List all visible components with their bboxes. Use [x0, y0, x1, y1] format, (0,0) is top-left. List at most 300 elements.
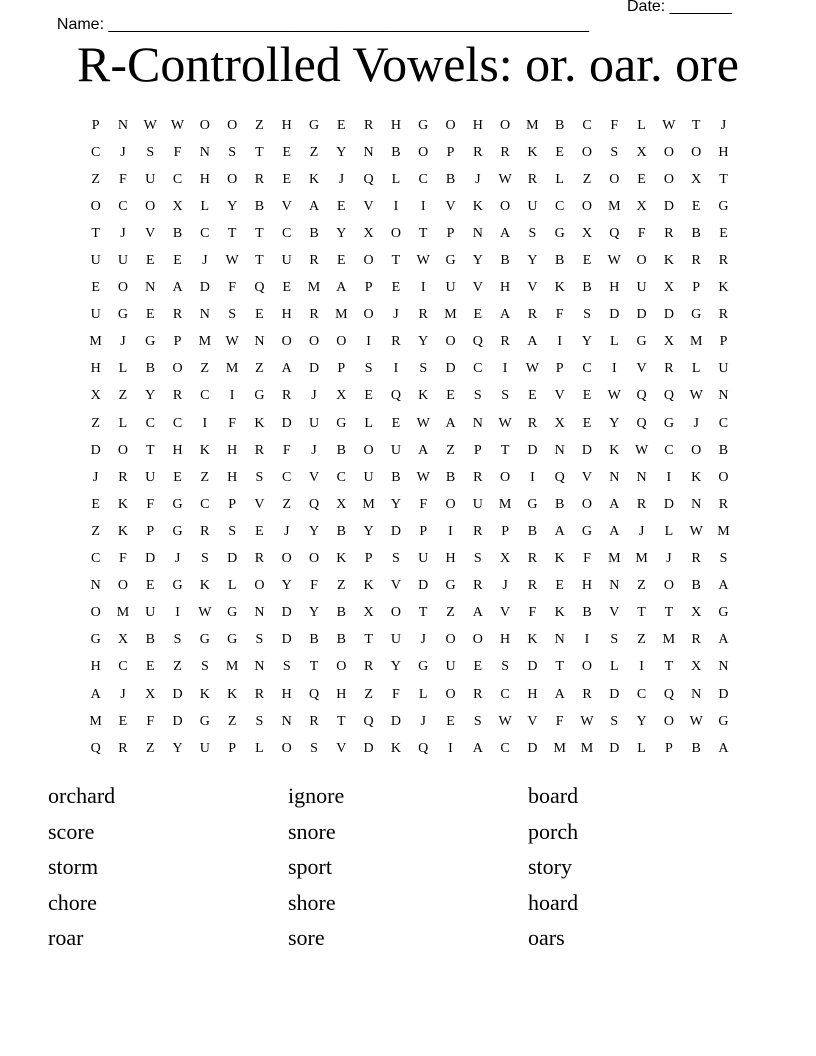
grid-letter[interactable]: F [555, 307, 564, 323]
grid-letter[interactable]: S [610, 632, 619, 648]
grid-letter[interactable]: I [557, 334, 563, 350]
grid-letter[interactable]: C [473, 361, 483, 377]
grid-letter[interactable]: D [527, 442, 538, 458]
grid-letter[interactable]: G [172, 523, 183, 539]
grid-letter[interactable]: H [227, 469, 238, 485]
grid-letter[interactable]: R [254, 442, 265, 458]
grid-letter[interactable]: F [610, 117, 619, 133]
grid-letter[interactable]: D [390, 523, 401, 539]
grid-letter[interactable]: U [281, 253, 292, 269]
grid-letter[interactable]: K [308, 171, 320, 187]
grid-letter[interactable]: T [555, 659, 564, 675]
grid-letter[interactable]: K [663, 253, 674, 269]
grid-letter[interactable]: Z [173, 659, 182, 675]
grid-letter[interactable]: G [145, 334, 156, 350]
grid-letter[interactable]: B [309, 632, 319, 648]
grid-letter[interactable]: E [91, 280, 100, 296]
grid-letter[interactable]: I [639, 659, 644, 675]
grid-letter[interactable]: O [581, 198, 593, 214]
grid-letter[interactable]: V [581, 469, 593, 485]
grid-letter[interactable]: D [363, 740, 374, 756]
grid-letter[interactable]: E [337, 198, 346, 214]
grid-letter[interactable]: M [608, 551, 621, 567]
grid-letter[interactable]: O [363, 307, 374, 323]
grid-letter[interactable]: W [498, 171, 512, 187]
grid-letter[interactable]: E [282, 280, 291, 296]
grid-letter[interactable]: W [580, 713, 594, 729]
grid-letter[interactable]: O [718, 469, 729, 485]
grid-letter[interactable]: G [718, 198, 729, 214]
grid-letter[interactable]: J [420, 632, 426, 648]
grid-letter[interactable]: L [664, 523, 674, 539]
grid-letter[interactable]: X [691, 605, 702, 621]
grid-letter[interactable]: O [500, 198, 511, 214]
grid-letter[interactable]: H [90, 659, 101, 675]
grid-letter[interactable]: Y [390, 496, 401, 512]
grid-letter[interactable]: X [363, 225, 374, 241]
grid-letter[interactable]: U [117, 253, 128, 269]
grid-letter[interactable]: D [609, 307, 620, 323]
grid-letter[interactable]: Y [336, 225, 347, 241]
grid-letter[interactable]: E [173, 469, 182, 485]
grid-letter[interactable]: S [282, 659, 291, 675]
grid-letter[interactable]: U [308, 415, 320, 431]
grid-letter[interactable]: L [610, 334, 619, 350]
grid-letter[interactable]: Q [90, 740, 101, 756]
grid-letter[interactable]: E [719, 225, 728, 241]
grid-letter[interactable]: M [580, 740, 594, 756]
grid-letter[interactable]: R [500, 334, 510, 350]
grid-letter[interactable]: R [527, 578, 538, 594]
grid-letter[interactable]: I [611, 361, 617, 377]
grid-letter[interactable]: U [472, 496, 483, 512]
grid-letter[interactable]: V [527, 280, 538, 296]
grid-letter[interactable]: M [225, 361, 239, 377]
grid-letter[interactable]: S [255, 713, 264, 729]
grid-letter[interactable]: R [527, 307, 538, 323]
grid-letter[interactable]: N [117, 117, 128, 133]
grid-letter[interactable]: E [255, 307, 264, 323]
grid-letter[interactable]: O [117, 442, 128, 458]
grid-letter[interactable]: L [691, 361, 701, 377]
grid-letter[interactable]: T [309, 659, 319, 675]
grid-letter[interactable]: Y [308, 523, 320, 539]
grid-letter[interactable]: T [637, 605, 646, 621]
grid-letter[interactable]: D [445, 361, 456, 377]
grid-letter[interactable]: W [662, 117, 676, 133]
grid-letter[interactable]: F [146, 713, 155, 729]
grid-letter[interactable]: Q [663, 388, 674, 404]
grid-letter[interactable]: O [281, 334, 292, 350]
grid-letter[interactable]: C [200, 225, 210, 241]
grid-letter[interactable]: O [172, 361, 183, 377]
grid-letter[interactable]: G [227, 605, 238, 621]
grid-letter[interactable]: D [281, 605, 292, 621]
grid-letter[interactable]: H [281, 686, 292, 702]
grid-letter[interactable]: S [583, 307, 591, 323]
grid-letter[interactable]: Z [118, 388, 128, 404]
grid-letter[interactable]: J [174, 551, 181, 567]
grid-letter[interactable]: P [173, 334, 182, 350]
grid-letter[interactable]: U [363, 469, 374, 485]
grid-letter[interactable]: Y [227, 198, 238, 214]
grid-letter[interactable]: M [335, 307, 348, 323]
grid-letter[interactable]: F [228, 280, 237, 296]
grid-letter[interactable]: M [225, 659, 239, 675]
grid-letter[interactable]: B [691, 578, 701, 594]
grid-letter[interactable]: G [718, 713, 729, 729]
grid-letter[interactable]: B [172, 225, 183, 241]
grid-letter[interactable]: V [254, 496, 265, 512]
grid-letter[interactable]: N [363, 144, 374, 160]
grid-letter[interactable]: P [419, 523, 428, 539]
grid-letter[interactable]: K [117, 496, 128, 512]
grid-letter[interactable]: O [90, 198, 101, 214]
grid-letter[interactable]: T [255, 225, 264, 241]
grid-letter[interactable]: V [445, 198, 456, 214]
grid-letter[interactable]: J [720, 117, 727, 133]
grid-letter[interactable]: S [528, 225, 537, 241]
grid-letter[interactable]: A [718, 578, 729, 594]
grid-letter[interactable]: B [718, 442, 729, 458]
grid-letter[interactable]: D [227, 551, 238, 567]
grid-letter[interactable]: D [609, 686, 620, 702]
grid-letter[interactable]: W [416, 253, 430, 269]
grid-letter[interactable]: M [89, 713, 102, 729]
grid-letter[interactable]: E [391, 415, 401, 431]
grid-letter[interactable]: H [281, 307, 292, 323]
grid-letter[interactable]: O [445, 117, 456, 133]
grid-letter[interactable]: D [390, 713, 401, 729]
grid-letter[interactable]: G [336, 415, 347, 431]
grid-letter[interactable]: Q [308, 686, 320, 702]
grid-letter[interactable]: M [689, 334, 703, 350]
grid-letter[interactable]: D [418, 578, 429, 594]
grid-letter[interactable]: K [390, 740, 401, 756]
grid-letter[interactable]: I [229, 388, 235, 404]
grid-letter[interactable]: J [693, 415, 699, 431]
grid-letter[interactable]: S [255, 469, 264, 485]
grid-letter[interactable]: S [473, 551, 482, 567]
grid-letter[interactable]: S [419, 361, 428, 377]
grid-letter[interactable]: I [420, 198, 426, 214]
grid-letter[interactable]: G [90, 632, 101, 648]
grid-letter[interactable]: G [445, 253, 456, 269]
grid-letter[interactable]: O [227, 117, 238, 133]
grid-letter[interactable]: P [91, 117, 100, 133]
grid-letter[interactable]: I [448, 523, 453, 539]
grid-letter[interactable]: A [718, 632, 729, 648]
grid-letter[interactable]: T [391, 253, 401, 269]
grid-letter[interactable]: S [310, 740, 318, 756]
grid-letter[interactable]: X [554, 415, 565, 431]
grid-letter[interactable]: B [391, 144, 401, 160]
grid-letter[interactable]: C [200, 388, 210, 404]
grid-letter[interactable]: M [498, 496, 512, 512]
grid-letter[interactable]: E [446, 713, 455, 729]
grid-letter[interactable]: F [146, 496, 155, 512]
grid-letter[interactable]: R [118, 740, 128, 756]
grid-letter[interactable]: Y [172, 740, 183, 756]
grid-letter[interactable]: E [337, 253, 346, 269]
grid-letter[interactable]: S [146, 144, 155, 160]
grid-letter[interactable]: S [228, 523, 237, 539]
grid-letter[interactable]: A [554, 523, 565, 539]
grid-letter[interactable]: C [172, 415, 183, 431]
grid-letter[interactable]: A [472, 605, 483, 621]
grid-letter[interactable]: V [636, 361, 647, 377]
grid-letter[interactable]: B [145, 632, 155, 648]
grid-letter[interactable]: A [281, 361, 292, 377]
grid-letter[interactable]: N [472, 415, 483, 431]
grid-letter[interactable]: Q [609, 225, 620, 241]
grid-letter[interactable]: T [91, 225, 100, 241]
grid-letter[interactable]: C [145, 415, 155, 431]
grid-letter[interactable]: E [637, 171, 646, 187]
grid-letter[interactable]: K [554, 605, 565, 621]
grid-letter[interactable]: O [308, 334, 320, 350]
grid-letter[interactable]: V [390, 578, 401, 594]
grid-letter[interactable]: K [227, 686, 238, 702]
grid-letter[interactable]: N [691, 686, 702, 702]
grid-letter[interactable]: B [145, 361, 155, 377]
grid-letter[interactable]: N [554, 442, 565, 458]
grid-letter[interactable]: I [175, 605, 180, 621]
name-field[interactable]: Name: ______________________________________________________ [56, 16, 589, 33]
grid-letter[interactable]: I [666, 469, 672, 485]
grid-letter[interactable]: R [309, 307, 319, 323]
grid-letter[interactable]: Y [418, 334, 429, 350]
grid-letter[interactable]: G [308, 117, 320, 133]
grid-letter[interactable]: V [527, 713, 538, 729]
grid-letter[interactable]: C [200, 496, 210, 512]
grid-letter[interactable]: I [420, 280, 426, 296]
grid-letter[interactable]: U [90, 307, 101, 323]
grid-letter[interactable]: N [718, 659, 729, 675]
grid-letter[interactable]: A [418, 442, 429, 458]
grid-letter[interactable]: P [337, 361, 346, 377]
grid-letter[interactable]: S [200, 659, 209, 675]
grid-letter[interactable]: X [663, 280, 674, 296]
grid-letter[interactable]: O [117, 578, 128, 594]
grid-letter[interactable]: Q [663, 686, 674, 702]
grid-letter[interactable]: L [118, 361, 128, 377]
grid-letter[interactable]: C [336, 469, 346, 485]
grid-letter[interactable]: S [200, 551, 209, 567]
grid-letter[interactable]: S [392, 551, 400, 567]
grid-letter[interactable]: Y [363, 523, 374, 539]
grid-letter[interactable]: R [718, 307, 729, 323]
grid-letter[interactable]: O [636, 253, 647, 269]
grid-letter[interactable]: F [419, 496, 428, 512]
grid-letter[interactable]: U [145, 469, 156, 485]
grid-letter[interactable]: E [118, 713, 128, 729]
grid-letter[interactable]: L [555, 171, 564, 187]
grid-letter[interactable]: Y [527, 253, 538, 269]
grid-letter[interactable]: Z [582, 171, 592, 187]
grid-letter[interactable]: O [581, 144, 593, 160]
grid-letter[interactable]: K [527, 632, 538, 648]
grid-letter[interactable]: G [199, 713, 210, 729]
grid-letter[interactable]: B [445, 171, 456, 187]
grid-letter[interactable]: Q [636, 388, 647, 404]
grid-letter[interactable]: Z [91, 171, 100, 187]
grid-letter[interactable]: H [281, 117, 292, 133]
grid-letter[interactable]: B [691, 740, 701, 756]
grid-letter[interactable]: N [609, 469, 620, 485]
grid-letter[interactable]: R [500, 144, 510, 160]
grid-letter[interactable]: R [473, 523, 483, 539]
grid-letter[interactable]: G [636, 334, 647, 350]
grid-letter[interactable]: P [446, 225, 455, 241]
grid-letter[interactable]: V [281, 198, 292, 214]
grid-letter[interactable]: B [336, 442, 346, 458]
grid-letter[interactable]: R [718, 496, 729, 512]
grid-letter[interactable]: U [636, 280, 647, 296]
grid-letter[interactable]: S [719, 551, 728, 567]
grid-letter[interactable]: F [119, 551, 127, 567]
grid-letter[interactable]: R [691, 551, 701, 567]
grid-letter[interactable]: Z [637, 632, 646, 648]
grid-letter[interactable]: T [364, 632, 373, 648]
grid-letter[interactable]: G [554, 225, 565, 241]
grid-letter[interactable]: V [609, 605, 620, 621]
grid-letter[interactable]: W [416, 415, 430, 431]
grid-letter[interactable]: R [309, 713, 319, 729]
grid-letter[interactable]: L [637, 117, 646, 133]
grid-letter[interactable]: M [662, 632, 676, 648]
grid-letter[interactable]: E [582, 253, 592, 269]
grid-letter[interactable]: D [199, 280, 210, 296]
grid-letter[interactable]: L [200, 198, 210, 214]
grid-letter[interactable]: W [416, 469, 430, 485]
grid-letter[interactable]: Q [363, 713, 374, 729]
grid-letter[interactable]: R [473, 469, 483, 485]
grid-letter[interactable]: E [282, 144, 291, 160]
grid-letter[interactable]: U [145, 171, 156, 187]
grid-letter[interactable]: O [609, 171, 620, 187]
grid-letter[interactable]: I [393, 361, 399, 377]
grid-letter[interactable]: Z [145, 740, 155, 756]
grid-letter[interactable]: A [90, 686, 101, 702]
grid-letter[interactable]: W [607, 253, 621, 269]
grid-letter[interactable]: R [172, 388, 183, 404]
grid-letter[interactable]: B [691, 225, 701, 241]
grid-letter[interactable]: B [582, 605, 592, 621]
grid-letter[interactable]: M [608, 198, 621, 214]
grid-letter[interactable]: T [255, 144, 264, 160]
grid-letter[interactable]: K [363, 578, 374, 594]
grid-letter[interactable]: K [554, 280, 565, 296]
grid-letter[interactable]: G [172, 496, 183, 512]
grid-letter[interactable]: M [307, 280, 321, 296]
grid-letter[interactable]: C [500, 686, 510, 702]
grid-letter[interactable]: Z [91, 523, 100, 539]
grid-letter[interactable]: F [228, 415, 237, 431]
grid-letter[interactable]: X [117, 632, 128, 648]
grid-letter[interactable]: G [418, 659, 429, 675]
grid-letter[interactable]: L [637, 740, 646, 756]
grid-letter[interactable]: O [390, 225, 401, 241]
grid-letter[interactable]: S [364, 361, 373, 377]
grid-letter[interactable]: J [120, 686, 126, 702]
grid-letter[interactable]: R [254, 686, 265, 702]
grid-letter[interactable]: R [473, 686, 483, 702]
grid-letter[interactable]: T [664, 659, 674, 675]
grid-letter[interactable]: B [391, 469, 401, 485]
grid-letter[interactable]: N [609, 578, 620, 594]
grid-letter[interactable]: P [446, 144, 455, 160]
grid-letter[interactable]: K [336, 551, 347, 567]
grid-letter[interactable]: G [172, 578, 183, 594]
grid-letter[interactable]: R [527, 415, 538, 431]
grid-letter[interactable]: J [202, 253, 208, 269]
grid-letter[interactable]: R [254, 551, 265, 567]
grid-letter[interactable]: Z [337, 578, 346, 594]
grid-letter[interactable]: H [581, 578, 593, 594]
grid-letter[interactable]: P [719, 334, 728, 350]
grid-letter[interactable]: R [582, 686, 592, 702]
grid-letter[interactable]: Y [308, 605, 320, 621]
grid-letter[interactable]: N [199, 144, 210, 160]
grid-letter[interactable]: B [582, 280, 592, 296]
grid-letter[interactable]: W [498, 713, 512, 729]
grid-letter[interactable]: U [145, 605, 156, 621]
grid-letter[interactable]: U [718, 361, 729, 377]
grid-letter[interactable]: A [527, 334, 538, 350]
grid-letter[interactable]: T [691, 117, 701, 133]
grid-letter[interactable]: C [118, 198, 128, 214]
grid-letter[interactable]: G [581, 523, 593, 539]
grid-letter[interactable]: Z [255, 361, 264, 377]
grid-letter[interactable]: O [445, 632, 456, 648]
grid-letter[interactable]: P [501, 523, 509, 539]
grid-letter[interactable]: E [473, 307, 483, 323]
grid-letter[interactable]: J [638, 523, 645, 539]
grid-letter[interactable]: S [473, 713, 482, 729]
grid-letter[interactable]: W [689, 523, 703, 539]
grid-letter[interactable]: O [90, 605, 101, 621]
grid-letter[interactable]: M [553, 740, 566, 756]
grid-letter[interactable]: F [555, 713, 564, 729]
grid-letter[interactable]: X [336, 496, 347, 512]
grid-letter[interactable]: C [582, 361, 592, 377]
grid-letter[interactable]: J [666, 551, 672, 567]
grid-letter[interactable]: R [363, 117, 374, 133]
grid-letter[interactable]: Z [637, 578, 646, 594]
grid-letter[interactable]: O [390, 605, 401, 621]
grid-letter[interactable]: C [418, 171, 428, 187]
grid-letter[interactable]: U [390, 632, 401, 648]
grid-letter[interactable]: H [527, 686, 538, 702]
grid-letter[interactable]: T [719, 171, 728, 187]
grid-letter[interactable]: S [173, 632, 182, 648]
grid-letter[interactable]: F [119, 171, 127, 187]
grid-letter[interactable]: Y [581, 334, 593, 350]
grid-letter[interactable]: J [120, 144, 126, 160]
grid-letter[interactable]: J [420, 713, 426, 729]
grid-letter[interactable]: X [691, 659, 702, 675]
grid-letter[interactable]: R [473, 144, 483, 160]
grid-letter[interactable]: O [227, 171, 238, 187]
grid-letter[interactable]: P [364, 280, 373, 296]
grid-letter[interactable]: E [145, 307, 155, 323]
grid-letter[interactable]: L [255, 740, 264, 756]
grid-letter[interactable]: M [444, 307, 457, 323]
grid-letter[interactable]: L [610, 659, 619, 675]
grid-letter[interactable]: W [225, 253, 239, 269]
grid-letter[interactable]: G [527, 496, 538, 512]
